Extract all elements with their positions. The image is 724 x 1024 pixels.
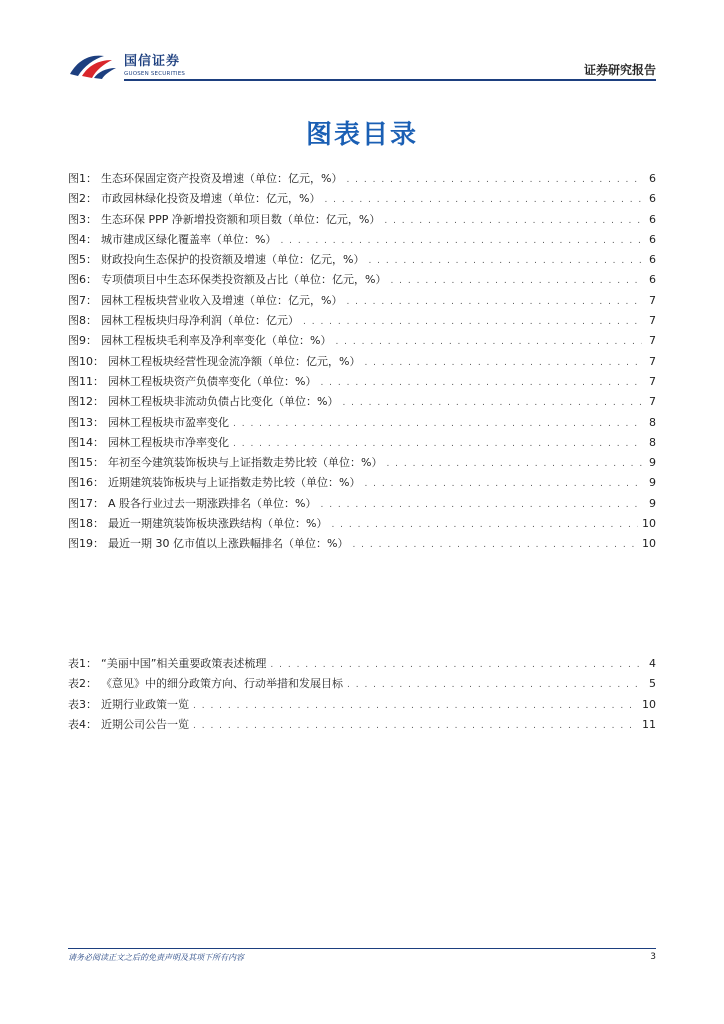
- toc-figure-entry[interactable]: [68, 393, 656, 413]
- toc-table-entry[interactable]: [68, 696, 656, 716]
- report-type-label: 证券研究报告: [583, 63, 656, 77]
- dot-leader: [320, 500, 642, 510]
- toc-entry-title: 近期行业政策一览: [101, 697, 189, 711]
- toc-entry-title: 近期公司公告一览: [101, 717, 189, 731]
- toc-entry-page: 8: [649, 415, 656, 429]
- toc-entry-page: 7: [649, 354, 656, 368]
- table-list: [68, 655, 656, 736]
- toc-entry-label: 表2：: [68, 677, 97, 691]
- dot-leader: [364, 358, 642, 368]
- dot-leader: [386, 459, 642, 469]
- toc-entry-page: 6: [649, 273, 656, 287]
- toc-figure-entry[interactable]: [68, 332, 656, 352]
- toc-figure-entry[interactable]: [68, 495, 656, 515]
- toc-entry-title: 园林工程板块资产负债率变化（单位：%）: [108, 374, 317, 388]
- toc-figure-entry[interactable]: [68, 170, 656, 190]
- header-divider: [124, 79, 656, 81]
- toc-entry-label: 图17：: [68, 496, 104, 510]
- dot-leader: [320, 378, 642, 388]
- toc-entry-page: 7: [649, 314, 656, 328]
- toc-entry-title: 最近一期建筑装饰板块涨跌结构（单位：%）: [108, 517, 328, 531]
- toc-entry-title: 园林工程板块市净率变化: [108, 435, 229, 449]
- page-title: 图表目录: [305, 120, 418, 150]
- toc-entry-page: 11: [642, 717, 656, 731]
- toc-entry-label: 图14：: [68, 435, 104, 449]
- toc-entry-page: 5: [649, 677, 656, 691]
- toc-entry-page: 8: [649, 435, 656, 449]
- page-header: [68, 48, 656, 88]
- toc-entry-label: 图18：: [68, 517, 104, 531]
- toc-entry-title: 园林工程板块市盈率变化: [108, 415, 229, 429]
- toc-entry-label: 图9：: [68, 334, 97, 348]
- toc-entry-page: 10: [642, 517, 656, 531]
- dot-leader: [347, 680, 642, 690]
- toc-entry-label: 图7：: [68, 293, 97, 307]
- page-footer: [68, 948, 656, 962]
- dot-leader: [364, 479, 642, 489]
- dot-leader: [303, 317, 642, 327]
- toc-entry-label: 图6：: [68, 273, 97, 287]
- toc-entry-title: 园林工程板块毛利率及净利率变化（单位：%）: [101, 334, 332, 348]
- guosen-logo-icon: [68, 50, 118, 80]
- toc-entry-label: 图4：: [68, 232, 97, 246]
- dot-leader: [384, 216, 642, 226]
- toc-entry-page: 9: [649, 456, 656, 470]
- footer-divider: [68, 948, 656, 949]
- toc-entry-title: 最近一期 30 亿市值以上涨跌幅排名（单位：%）: [108, 537, 349, 551]
- toc-figure-entry[interactable]: [68, 515, 656, 535]
- toc-entry-page: 6: [649, 232, 656, 246]
- dot-leader: [346, 297, 642, 307]
- toc-figure-entry[interactable]: [68, 373, 656, 393]
- toc-figure-entry[interactable]: [68, 454, 656, 474]
- logo-chinese-name: 国信证券: [124, 54, 181, 69]
- toc-entry-title: 园林工程板块营业收入及增速（单位：亿元，%）: [101, 293, 343, 307]
- dot-leader: [346, 175, 642, 185]
- toc-entry-label: 表4：: [68, 717, 97, 731]
- toc-entry-title: 《意见》中的细分政策方向、行动举措和发展目标: [101, 677, 343, 691]
- guosen-logo: [68, 50, 185, 80]
- dot-leader: [331, 520, 638, 530]
- dot-leader: [335, 337, 642, 347]
- logo-english-name: GUOSEN SECURITIES: [124, 71, 186, 77]
- dot-leader: [280, 236, 642, 246]
- toc-figure-entry[interactable]: [68, 474, 656, 494]
- toc-figure-entry[interactable]: [68, 292, 656, 312]
- dot-leader: [193, 701, 638, 711]
- page-number: 3: [650, 952, 656, 962]
- toc-entry-title: 园林工程板块归母净利润（单位：亿元）: [101, 314, 299, 328]
- toc-entry-title: 近期建筑装饰板块与上证指数走势比较（单位：%）: [108, 476, 361, 490]
- toc-figure-entry[interactable]: [68, 312, 656, 332]
- toc-entry-title: 园林工程板块经营性现金流净额（单位：亿元，%）: [108, 354, 361, 368]
- figure-list: [68, 170, 656, 556]
- toc-entry-label: 图13：: [68, 415, 104, 429]
- toc-entry-title: 园林工程板块非流动负债占比变化（单位：%）: [108, 395, 339, 409]
- toc-entry-page: 9: [649, 496, 656, 510]
- toc-entry-label: 图3：: [68, 212, 97, 226]
- toc-entry-label: 图19：: [68, 537, 104, 551]
- toc-figure-entry[interactable]: [68, 190, 656, 210]
- dot-leader: [193, 721, 638, 731]
- toc-entry-page: 9: [649, 476, 656, 490]
- dot-leader: [390, 276, 642, 286]
- disclaimer-note: 请务必阅读正文之后的免责声明及其项下所有内容: [68, 953, 244, 962]
- toc-entry-label: 表1：: [68, 657, 97, 670]
- toc-table-entry[interactable]: [68, 655, 656, 675]
- toc-entry-page: 10: [642, 537, 656, 551]
- toc-entry-title: A 股各行业过去一期涨跌排名（单位：%）: [108, 496, 317, 510]
- toc-entry-title: 生态环保 PPP 净新增投资额和项目数（单位：亿元，%）: [101, 212, 381, 226]
- toc-entry-label: 图10：: [68, 354, 104, 368]
- toc-entry-page: 6: [649, 212, 656, 226]
- toc-figure-entry[interactable]: [68, 231, 656, 251]
- toc-table-entry[interactable]: [68, 716, 656, 736]
- toc-entry-title: “美丽中国”相关重要政策表述梳理: [101, 657, 267, 670]
- toc-entry-page: 6: [649, 253, 656, 267]
- toc-entry-label: 图8：: [68, 314, 97, 328]
- toc-entry-label: 图5：: [68, 253, 97, 267]
- dot-leader: [368, 256, 642, 266]
- dot-leader: [324, 195, 642, 205]
- dot-leader: [352, 540, 638, 550]
- toc-entry-page: 4: [649, 657, 656, 670]
- toc-entry-page: 7: [649, 334, 656, 348]
- toc-entry-label: 图16：: [68, 476, 104, 490]
- toc-table-entry[interactable]: [68, 675, 656, 695]
- dot-leader: [342, 398, 642, 408]
- toc-figure-entry[interactable]: [68, 353, 656, 373]
- toc-entry-label: 图2：: [68, 192, 97, 206]
- toc-figure-entry[interactable]: [68, 251, 656, 271]
- toc-entry-title: 生态环保固定资产投资及增速（单位：亿元，%）: [101, 172, 343, 185]
- toc-entry-page: 7: [649, 293, 656, 307]
- toc-entry-label: 图1：: [68, 172, 97, 185]
- toc-figure-entry[interactable]: [68, 414, 656, 434]
- toc-entry-page: 10: [642, 697, 656, 711]
- toc-entry-label: 图11：: [68, 374, 104, 388]
- toc-entry-label: 图15：: [68, 456, 104, 470]
- toc-entry-title: 城市建成区绿化覆盖率（单位：%）: [101, 232, 277, 246]
- toc-entry-title: 专项债项目中生态环保类投资额及占比（单位：亿元，%）: [101, 273, 387, 287]
- toc-entry-label: 表3：: [68, 697, 97, 711]
- toc-figure-entry[interactable]: [68, 271, 656, 291]
- toc-entry-label: 图12：: [68, 395, 104, 409]
- toc-entry-title: 年初至今建筑装饰板块与上证指数走势比较（单位：%）: [108, 456, 383, 470]
- toc-entry-page: 7: [649, 395, 656, 409]
- toc-entry-title: 市政园林绿化投资及增速（单位：亿元，%）: [101, 192, 321, 206]
- toc-figure-entry[interactable]: [68, 535, 656, 555]
- dot-leader: [233, 419, 642, 429]
- dot-leader: [270, 660, 642, 670]
- toc-entry-title: 财政投向生态保护的投资额及增速（单位：亿元，%）: [101, 253, 365, 267]
- dot-leader: [233, 439, 642, 449]
- toc-entry-page: 6: [649, 172, 656, 185]
- toc-entry-page: 6: [649, 192, 656, 206]
- toc-figure-entry[interactable]: [68, 211, 656, 231]
- toc-figure-entry[interactable]: [68, 434, 656, 454]
- toc-entry-page: 7: [649, 374, 656, 388]
